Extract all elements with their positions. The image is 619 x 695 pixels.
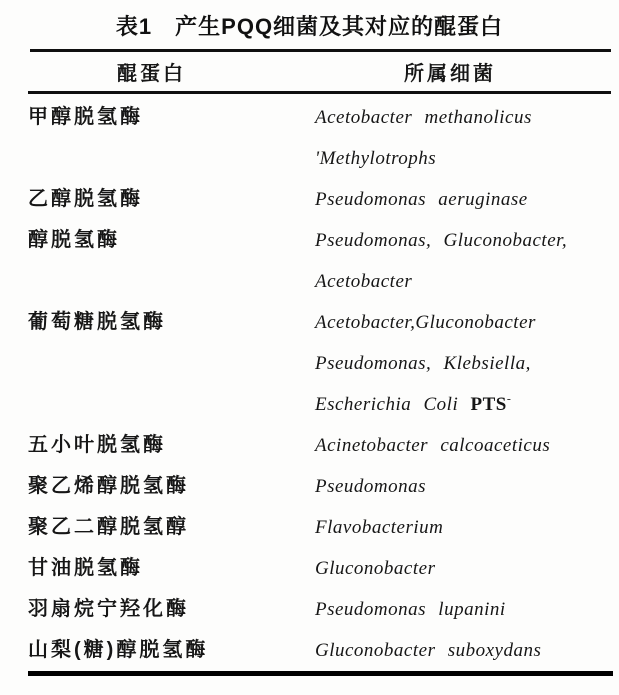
quinoprotein-cell: 五小叶脱氢酶 bbox=[28, 434, 166, 456]
bacteria-cell bbox=[315, 507, 611, 548]
table-row bbox=[28, 589, 611, 630]
table-header bbox=[28, 52, 611, 91]
bacteria-line bbox=[315, 343, 611, 384]
bottom-rule bbox=[28, 671, 613, 676]
table-row bbox=[28, 97, 611, 179]
bacteria-text-segment: Acetobacter methanolicus bbox=[315, 107, 532, 128]
bacteria-line bbox=[315, 589, 611, 630]
quinoprotein-cell: 羽扇烷宁羟化酶 bbox=[28, 598, 189, 620]
quinoprotein-cell: 甲醇脱氢酶 bbox=[28, 106, 143, 128]
bacteria-text-segment: Acetobacter bbox=[315, 271, 413, 292]
bacteria-text-segment: Pseudomonas lupanini bbox=[315, 599, 506, 620]
bacteria-cell bbox=[315, 466, 611, 507]
bacteria-cell bbox=[315, 630, 611, 671]
bacteria-text-segment: PTS bbox=[470, 394, 507, 415]
bacteria-text-segment: 'Methylotrophs bbox=[315, 148, 437, 169]
quinoprotein-cell: 醇脱氢酶 bbox=[28, 229, 120, 251]
bacteria-cell bbox=[315, 179, 611, 220]
bacteria-text-segment: Acinetobacter calcoaceticus bbox=[315, 435, 551, 456]
bacteria-line bbox=[315, 384, 611, 425]
bacteria-text-segment: Gluconobacter suboxydans bbox=[315, 640, 542, 661]
bacteria-text-segment: Pseudomonas, Klebsiella, bbox=[315, 353, 531, 374]
quinoprotein-cell: 山梨(糖)醇脱氢酶 bbox=[28, 639, 209, 661]
bacteria-cell bbox=[315, 302, 611, 425]
bacteria-cell bbox=[315, 220, 611, 302]
table-title: 表1 产生PQQ细菌及其对应的醌蛋白 bbox=[115, 14, 504, 39]
quinoprotein-cell: 聚乙烯醇脱氢酶 bbox=[28, 475, 189, 497]
bacteria-text-segment: Acetobacter,Gluconobacter bbox=[315, 312, 536, 333]
bacteria-line bbox=[315, 220, 611, 261]
bacteria-line bbox=[315, 138, 611, 179]
bacteria-text-segment: Escherichia Coli bbox=[315, 394, 471, 415]
bacteria-cell bbox=[315, 425, 611, 466]
quinoprotein-cell: 乙醇脱氢酶 bbox=[28, 188, 143, 210]
bacteria-line bbox=[315, 302, 611, 343]
quinoprotein-cell: 聚乙二醇脱氢醇 bbox=[28, 516, 189, 538]
table-row bbox=[28, 302, 611, 425]
table-row bbox=[28, 466, 611, 507]
bacteria-cell bbox=[315, 589, 611, 630]
column-header-quinoprotein: 醌蛋白 bbox=[117, 63, 186, 85]
bacteria-line bbox=[315, 97, 611, 138]
table-row bbox=[28, 630, 611, 671]
table-body bbox=[28, 94, 611, 671]
bacteria-line bbox=[315, 466, 611, 507]
bacteria-line bbox=[315, 630, 611, 671]
table-row bbox=[28, 425, 611, 466]
quinoprotein-cell: 葡萄糖脱氢酶 bbox=[28, 311, 166, 333]
table-row bbox=[28, 507, 611, 548]
bacteria-line bbox=[315, 548, 611, 589]
bacteria-line bbox=[315, 425, 611, 466]
bacteria-text-segment: Pseudomonas bbox=[315, 476, 427, 497]
bacteria-text-segment: Pseudomonas, Gluconobacter, bbox=[315, 230, 568, 251]
quinoprotein-cell: 甘油脱氢酶 bbox=[28, 557, 143, 579]
bacteria-text-segment: Pseudomonas aeruginase bbox=[315, 189, 528, 210]
bacteria-text-segment: Flavobacterium bbox=[315, 517, 444, 538]
table-row bbox=[28, 548, 611, 589]
table-row bbox=[28, 220, 611, 302]
bacteria-line bbox=[315, 507, 611, 548]
bacteria-line bbox=[315, 179, 611, 220]
bacteria-cell bbox=[315, 97, 611, 179]
bacteria-text-segment: - bbox=[506, 391, 512, 406]
bacteria-cell bbox=[315, 548, 611, 589]
table-row bbox=[28, 179, 611, 220]
bacteria-line bbox=[315, 261, 611, 302]
bacteria-text-segment: Gluconobacter bbox=[315, 558, 436, 579]
column-header-bacteria: 所属细菌 bbox=[404, 63, 496, 85]
